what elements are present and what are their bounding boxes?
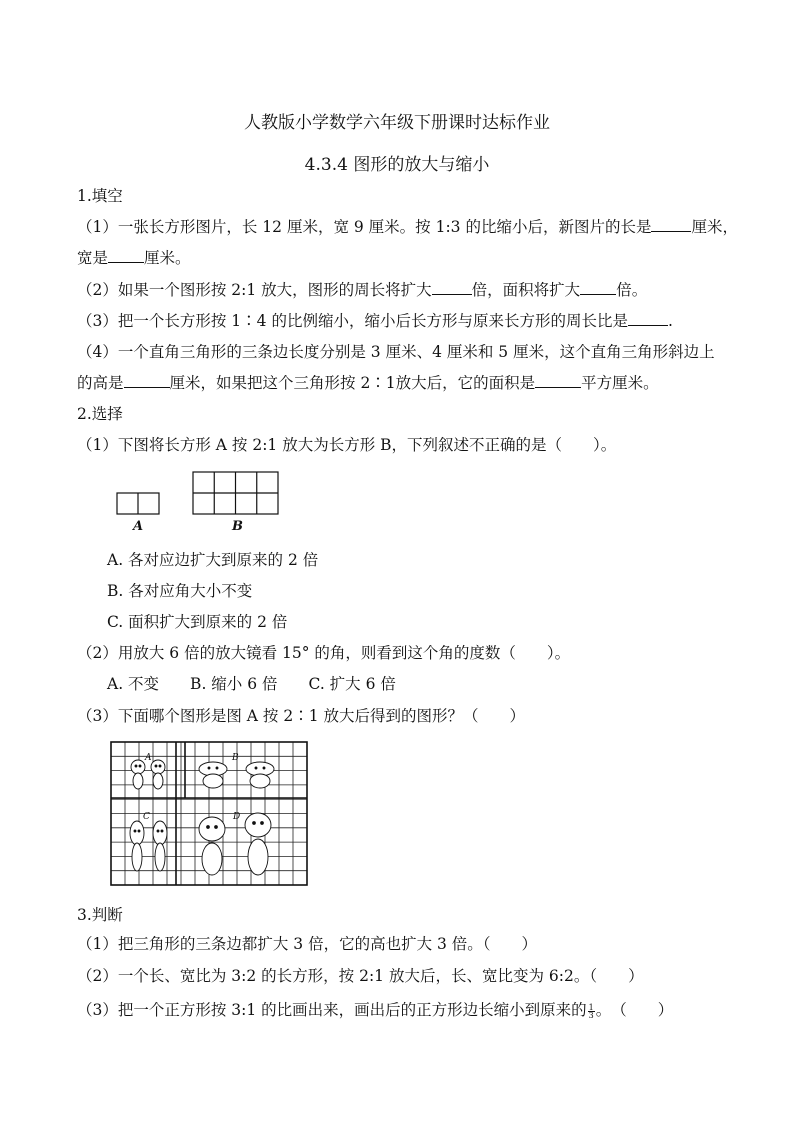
grid-label-c: C [143,812,150,822]
fill-q2-text-b: 倍，面积将扩大 [471,281,581,299]
choice-q1-option-b[interactable]: B. 各对应角大小不变 [107,582,253,600]
judge-q1: （1）把三角形的三条边都扩大 3 倍，它的高也扩大 3 倍。（ ） [77,935,538,953]
choice-q3: （3）下面哪个图形是图 A 按 2∶1 放大后得到的图形？（ ） [77,707,525,725]
fill-q2-text-c: 倍。 [616,281,648,299]
rectangle-a-label: A [133,519,144,534]
page-title: 人教版小学数学六年级下册课时达标作业 [244,113,550,133]
fill-q1-blank-1[interactable] [651,217,691,232]
fill-q1-text-a: （1）一张长方形图片，长 12 厘米，宽 9 厘米。按 1:3 的比缩小后，新图片的长是 [77,218,652,236]
fill-q1-line2 [77,248,191,268]
fill-q4-blank-2[interactable] [535,373,581,388]
choice-q1-option-a[interactable]: A. 各对应边扩大到原来的 2 倍 [107,551,319,569]
fill-q3-line [77,311,673,331]
page-subtitle: 4.3.4 图形的放大与缩小 [304,155,490,175]
fill-q2-line [77,280,647,300]
section-2-heading: 2.选择 [77,405,123,423]
grid-label-d: D [233,812,241,822]
choice-q1-option-c[interactable]: C. 面积扩大到原来的 2 倍 [107,613,288,631]
choice-q2: （2）用放大 6 倍的放大镜看 15° 的角，则看到这个角的度数（ ）。 [77,644,571,662]
choice-q2-options[interactable]: A. 不变 B. 缩小 6 倍 C. 扩大 6 倍 [107,675,396,693]
fill-q3-blank[interactable] [628,311,668,326]
one-third-fraction [588,1004,595,1019]
fill-q1-blank-2[interactable] [108,248,144,263]
rectangles-figure [110,466,310,536]
fill-q3-text-a: （3）把一个长方形按 1∶4 的比例缩小，缩小后长方形与原来长方形的周长比是 [77,312,628,330]
choice-q1: （1）下图将长方形 A 按 2:1 放大为长方形 B，下列叙述不正确的是（ ）。 [77,436,617,454]
rectangle-b [193,472,278,514]
fill-q1-text-c: 宽是 [77,249,109,267]
fill-q4-text-b: 的高是 [77,374,124,392]
figure-b-animals [199,762,274,788]
grid-label-a: A [145,753,152,763]
judge-q3-text-a: （3）把一个正方形按 3:1 的比画出来，画出后的正方形边长缩小到原来的 [77,1001,587,1019]
figure-d-animals [199,813,271,875]
fill-q2-text-a: （2）如果一个图形按 2:1 放大，图形的周长将扩大 [77,281,432,299]
fill-q3-text-b: . [667,312,673,330]
judge-q3-text-b: 。 （ ） [595,1001,674,1019]
animal-grid-figure [110,741,310,887]
rectangle-b-label: B [232,519,243,534]
judge-q3 [77,1000,673,1020]
fill-q4-text-c: 厘米，如果把这个三角形按 2∶1放大后，它的面积是 [169,374,536,392]
fill-q1-line1 [77,217,738,237]
judge-q2: （2）一个长、宽比为 3:2 的长方形，按 2:1 放大后，长、宽比变为 6:2。（ ） [77,967,644,985]
fill-q4-line1 [77,342,715,362]
figure-c-animals [130,821,167,871]
section-3-heading: 3.判断 [77,906,123,924]
fraction-denominator: 3 [588,1010,594,1020]
rectangle-a [117,493,159,514]
grid-label-b: B [232,753,239,763]
fraction-numerator: 1 [588,1002,594,1012]
fill-q4-line2 [77,373,659,393]
fill-q4-text-a: （4）一个直角三角形的三条边长度分别是 3 厘米、4 厘米和 5 厘米，这个直角三角形斜边上 [77,343,715,361]
fill-q2-blank-2[interactable] [580,280,616,295]
fill-q4-text-d: 平方厘米。 [581,374,659,392]
fill-q1-text-d: 厘米。 [144,249,191,267]
fill-q1-text-b: 厘米， [691,218,738,236]
fill-q2-blank-1[interactable] [432,280,472,295]
fill-q4-blank-1[interactable] [124,373,170,388]
section-1-heading: 1.填空 [77,187,123,205]
